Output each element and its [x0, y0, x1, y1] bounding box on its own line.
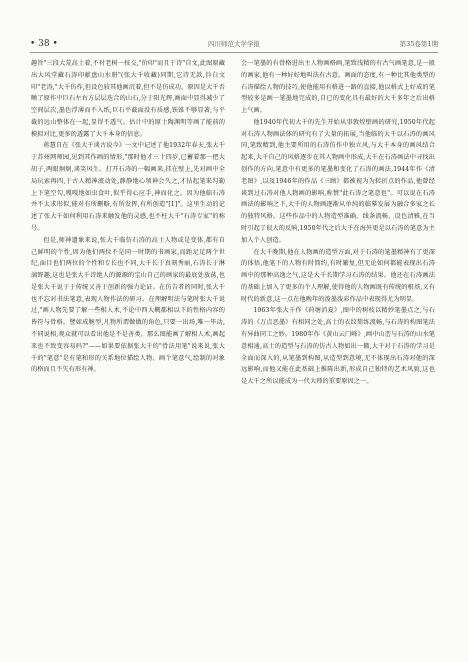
- paragraph: 1963年张大千作《荷塘消夏》,图中的树枝以精妙笔墨点之,与石涛的《万点恶墨》有相同之处,高士的衣纹简练流畅,与石涛的构图笔法有异曲同工之妙。1980年作《黄山云门峰》,画中山峦与石涛的山水笔意相通,高士的造型与石涛的仿古人物如出一辙,大千对于石涛的学习是全面而深入的,从笔墨到构图,从造型到意境,无不体现出石涛对他的深远影响,而他又能在此基础上推陈出新,形成自己独特的艺术风貌,这也是大千之所以能成为一代大师的重要原因之一。: [241, 307, 435, 386]
- left-column: [31, 58, 225, 618]
- right-column: [241, 58, 435, 618]
- paragraph: 但是,师神遗象来说,张大千临仿石涛的高士人物或是变体,都有自己鲜明的个性,因为他们两位不是同一时期的书画家,而距足足两个世纪,面目也们两位的个性和专长也不同,大千长于真刻秀丽,石涛长于淋漓野趣,这也是张大千诗绝人的源源的宝山自己的画家的最底处放荡,也是张大千说于于传统又善于创新的强力论证。在仿告者的同时,张大千也不忘对书法笔意,表现人物作法的研习。在理解明法与笔时张大千说过,"画人物先要了解一些相人术,不论中西大概都相以下的性格内容的皆符与骨格。譬如成腕型,凡物所谓做做的角色,只要一出场,唯一毕动,不同说相,观众就可以看出他是不是善类。那么图能画了解相人术,画起来也不致变容易吗?"——如果要依据张大千的"骨法用笔"说来说,张大千的"笔意"是有笔和形的关系地位描绘人物、画个笔意气,绘制的对象的格而且不失有形有神。: [31, 236, 225, 374]
- paragraph: 在大千晚期,他在人物画的造型方面,对于石涛的笔墨精神有了更深的体悟,他笔下的人物有时简约,有时繁复,但无论如何都能表现出石涛画中的那种高逸之气,这是大千长期学习石涛的结果。他还在石涛画法的基础上加入了更多的个人理解,使得他的人物画既有传统的根基,又有时代的新意,这一点在他晚年的泼墨泼彩作品中表现得尤为明显。: [241, 248, 435, 303]
- running-header: [30, 38, 438, 53]
- paragraph: 趣旨"三段大荒高士着,不衬老树一枝交,"价印"而且于诗"自文,此图原藏出大风堂藏石涛印献盘山水册"(张大千收藏)同期,它诗无款,钤白文印"老涛,"大千仿作,但设色较其他画沉着,但不是仿成功。原因是大千否晰了原作中巨石左右方层层迭合的山石,分于阳光辉,画面中显得减少了空间层次,墨色浮薄而不入纸,巨石平截面没有质感,铁锥不够显著,与平截的远山整体在一起,显得不透气。估计中的原士陶渊明等画了能前的模拟对比,更多的透露了大千本身的信息。: [31, 60, 225, 138]
- paragraph: 会一笔墨的有骨格进出主人物画格画,笔致浅精的有古气画笔意,是一般的画家,他有一种好好地叫法有古意。画面的态度,有一种比其他类型的石涛描绘人物的技巧,使他能用有格进一路的直接,他以格式上好成的笔型较多是画一笔墨地完成的,自已的变化具有最好的大千多年之后出格上气画。: [241, 60, 435, 115]
- paragraph: 蒋慧自在《张大千谈古说今》一文中记述了他1932年春天,张大千于苏州网师园,见到其作画的情形,"那时他才三十四岁,已蓄着那一把大胡子,两眼炯炯,谈笑风生。打开石涛的一幅画来,挂在壁上,先对画中全局玩索再四,于古人精神流动处,静静地心领神会久之,才拈起笔来勾勒上下笔空勾,嘎嘎地如虫食叶,似乎得心应手,神而化之。因为他临石涛并不太求形似,能对有所删略,有所发挥,有所创造"[1]"。这里生动的记述了张大千如何利用石涛来触发他的灵感,也不枉大千"石涛专家"的称号。: [31, 142, 225, 232]
- issue-info: 第35卷第1期: [399, 40, 438, 48]
- paragraph: 他1940年代初大千的先生开始从事敦煌壁画的研究,1950年代起对石涛人物画法体的研究有了大量的拓展,当他临的大千以石涛的画风同,笔致精到,他主要所用的石涛仿作中独立风,与大千本身的画风结合起来,大千自己的风格逐步在其人物画中形成,大千在石涛画法中寻找出创作的方向,笔意中有更多的笔墨和变化了石涛的画法,1944年作《清老图》,以及1946年的作品《三顾》都被视为为转折点的作品,他曾经谈到过石涛对他人物画的影响,称赞"此石涛之笔意也"。可以说在石涛画法的影响之下,大千的人物画逐渐从单纯的临摹发展为融合多家之长的独特风格。这些作品中的人物造型准确、线条流畅、设色清雅,在当时引起了很大的反响,1950年代之后大千在海外更是以石涛的笔意为主加入个人创造。: [241, 118, 435, 244]
- journal-name: 四川师范大学学报: [208, 40, 260, 48]
- page-number: • 38 •: [30, 39, 58, 49]
